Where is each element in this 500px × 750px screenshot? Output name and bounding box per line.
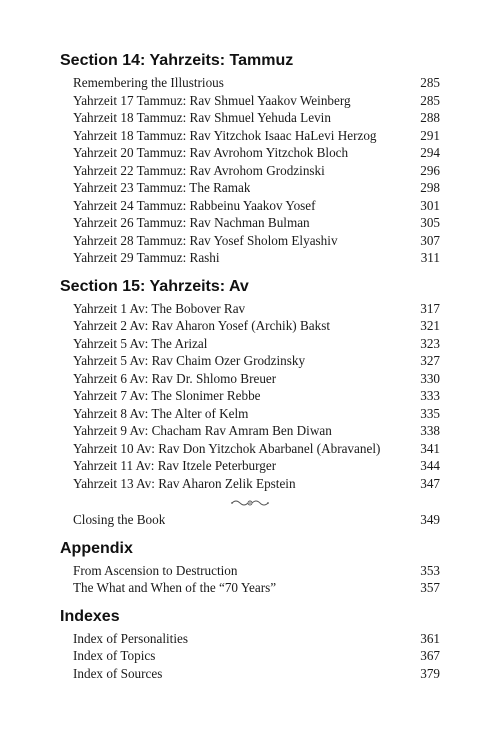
entry-page-number: 335 (420, 405, 440, 421)
entry-title: Closing the Book (73, 512, 166, 527)
entry-page-number: 307 (420, 232, 440, 248)
entry-title: The What and When of the “70 Years” (73, 580, 277, 595)
toc-entry[interactable] (60, 405, 440, 423)
toc-entry[interactable] (60, 387, 440, 405)
entry-page-number: 330 (420, 370, 440, 386)
entry-title: Yahrzeit 24 Tammuz: Rabbeinu Yaakov Yosef (73, 197, 316, 213)
entry-page-number: 317 (420, 300, 440, 316)
entry-title: Yahrzeit 5 Av: Rav Chaim Ozer Grodzinsky (73, 353, 306, 368)
entry-title: Yahrzeit 28 Tammuz: Rav Yosef Sholom Elyashiv (73, 232, 338, 248)
entry-page-number: 285 (420, 92, 440, 108)
entry-title: Yahrzeit 9 Av: Chacham Rav Amram Ben Diwan (73, 423, 332, 438)
toc-entry[interactable] (60, 300, 440, 318)
entry-title: Yahrzeit 5 Av: The Arizal (73, 335, 208, 351)
entry-title: Yahrzeit 13 Av: Rav Aharon Zelik Epstein (73, 475, 296, 491)
toc-entry[interactable] (60, 665, 440, 683)
entry-title: Yahrzeit 2 Av: Rav Aharon Yosef (Archik) Bakst (73, 318, 331, 333)
toc-entry[interactable] (60, 579, 440, 597)
toc-entry[interactable] (60, 179, 440, 197)
entry-page-number: 347 (420, 475, 440, 491)
section-indexes (60, 606, 440, 683)
entry-page-number: 367 (420, 648, 440, 663)
section-heading: Indexes (60, 607, 120, 625)
entry-title: Yahrzeit 20 Tammuz: Rav Avrohom Yitzchok Bloch (73, 145, 349, 160)
entry-page-number: 323 (420, 335, 440, 351)
section-heading: Section 14: Yahrzeits: Tammuz (60, 52, 294, 69)
toc-entry[interactable] (60, 92, 440, 110)
toc-entry[interactable] (60, 475, 440, 493)
scroll-ornament-icon (60, 495, 440, 509)
toc-entry[interactable] (60, 335, 440, 353)
entry-title: Index of Topics (73, 648, 156, 663)
toc-entry[interactable] (60, 109, 440, 127)
entry-page-number: 294 (420, 145, 440, 160)
entry-list (60, 74, 440, 267)
toc-entry[interactable] (60, 232, 440, 250)
table-of-contents (60, 50, 440, 682)
entry-title: Yahrzeit 7 Av: The Slonimer Rebbe (73, 388, 261, 403)
toc-entry[interactable] (60, 457, 440, 475)
toc-entry[interactable] (60, 162, 440, 180)
section-heading: Section 15: Yahrzeits: Av (60, 277, 249, 295)
entry-page-number: 288 (420, 110, 440, 125)
entry-title: Index of Sources (73, 665, 163, 681)
toc-entry[interactable] (60, 74, 440, 92)
section-appendix (60, 538, 440, 597)
entry-list (60, 562, 440, 597)
entry-page-number: 298 (420, 180, 440, 195)
toc-entry[interactable] (60, 144, 440, 162)
entry-title: Yahrzeit 29 Tammuz: Rashi (73, 250, 220, 265)
entry-title: Yahrzeit 1 Av: The Bobover Rav (73, 300, 246, 316)
entry-page-number: 327 (420, 353, 440, 368)
toc-entry[interactable] (60, 249, 440, 267)
entry-title: Yahrzeit 22 Tammuz: Rav Avrohom Grodzinski (73, 162, 325, 178)
toc-entry[interactable] (60, 214, 440, 232)
entry-title: Yahrzeit 10 Av: Rav Don Yitzchok Abarbanel (Abravanel) (73, 440, 381, 456)
entry-page-number: 291 (420, 127, 440, 143)
entry-title: Yahrzeit 8 Av: The Alter of Kelm (73, 405, 249, 421)
entry-page-number: 353 (420, 562, 440, 578)
toc-entry[interactable] (60, 317, 440, 335)
toc-entry[interactable] (60, 352, 440, 370)
entry-page-number: 361 (420, 630, 440, 646)
entry-list (60, 300, 440, 493)
entry-page-number: 349 (420, 512, 440, 527)
toc-entry[interactable] (60, 422, 440, 440)
entry-title: Yahrzeit 17 Tammuz: Rav Shmuel Yaakov Weinberg (73, 92, 351, 108)
toc-entry-closing[interactable] (60, 511, 440, 529)
entry-title: Yahrzeit 18 Tammuz: Rav Yitzchok Isaac HaLevi Herzog (73, 127, 377, 143)
entry-page-number: 333 (420, 388, 440, 403)
toc-entry[interactable] (60, 630, 440, 648)
entry-title: Yahrzeit 6 Av: Rav Dr. Shlomo Breuer (73, 370, 277, 386)
entry-page-number: 344 (420, 458, 440, 473)
entry-title: Yahrzeit 18 Tammuz: Rav Shmuel Yehuda Levin (73, 110, 331, 125)
entry-title: From Ascension to Destruction (73, 562, 238, 578)
entry-title: Yahrzeit 11 Av: Rav Itzele Peterburger (73, 458, 277, 473)
entry-page-number: 311 (420, 250, 440, 265)
entry-page-number: 341 (420, 440, 440, 456)
toc-entry[interactable] (60, 370, 440, 388)
entry-title: Remembering the Illustrious (73, 75, 224, 90)
entry-page-number: 285 (420, 75, 440, 90)
entry-page-number: 338 (420, 423, 440, 438)
toc-entry[interactable] (60, 197, 440, 215)
entry-title: Yahrzeit 26 Tammuz: Rav Nachman Bulman (73, 215, 310, 230)
section-tammuz (60, 50, 440, 267)
entry-page-number: 357 (420, 580, 440, 595)
entry-list (60, 630, 440, 683)
entry-page-number: 379 (420, 665, 440, 681)
entry-page-number: 321 (420, 318, 440, 333)
toc-entry[interactable] (60, 127, 440, 145)
entry-list (60, 511, 440, 529)
section-av (60, 276, 440, 529)
entry-title: Yahrzeit 23 Tammuz: The Ramak (73, 180, 251, 195)
entry-page-number: 301 (420, 197, 440, 213)
entry-page-number: 305 (420, 215, 440, 230)
entry-page-number: 296 (420, 162, 440, 178)
toc-entry[interactable] (60, 647, 440, 665)
entry-title: Index of Personalities (73, 630, 188, 646)
toc-entry[interactable] (60, 440, 440, 458)
toc-entry[interactable] (60, 562, 440, 580)
section-heading: Appendix (60, 539, 133, 557)
